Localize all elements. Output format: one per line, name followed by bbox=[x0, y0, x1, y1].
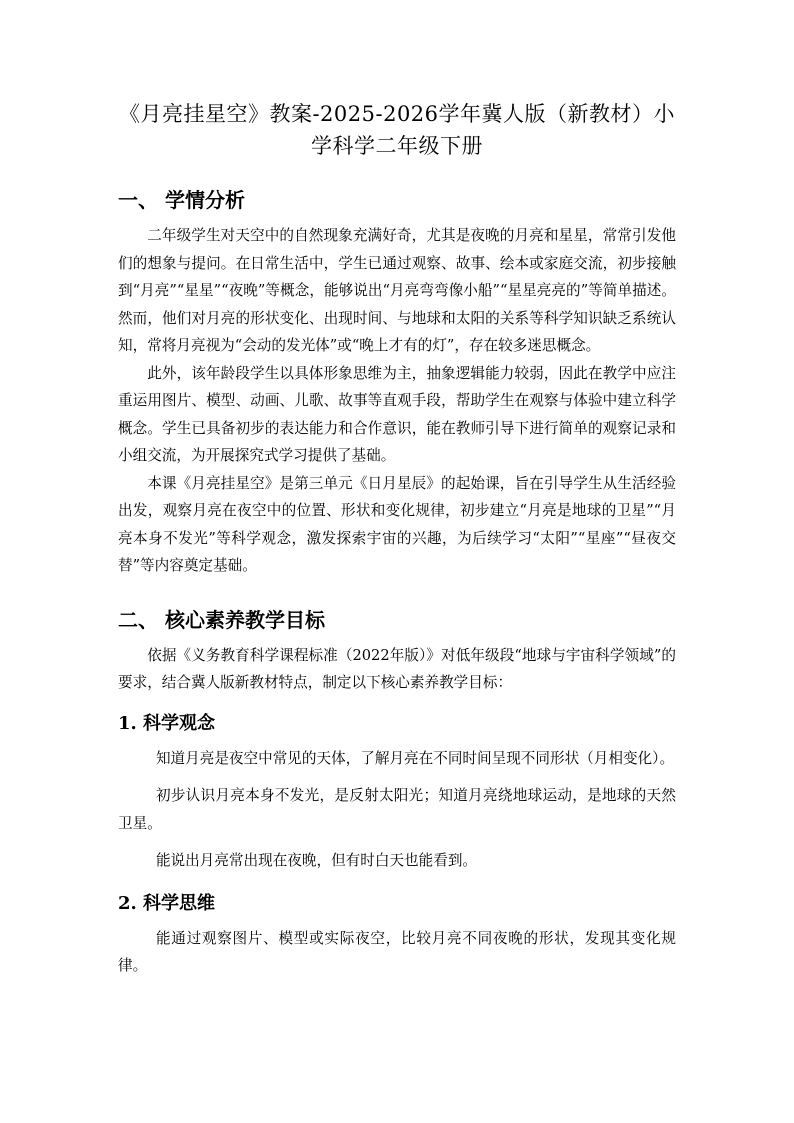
paragraph: 本课《月亮挂星空》是第三单元《日月星辰》的起始课，旨在引导学生从生活经验出发，观察月亮在夜空中的位置、形状和变化规律，初步建立“月亮是地球的卫星”“月亮本身不发光”等科学观念，激发探索宇宙的兴趣，为后续学习“太阳”“星座”“昼夜交替”等内容奠定基础。 bbox=[118, 474, 676, 574]
document-title: 《月亮挂星空》教案-2025-2026学年冀人版（新教材）小学科学二年级下册 bbox=[118, 102, 676, 158]
section-heading-learner-analysis: 一、 学情分析 bbox=[118, 188, 245, 212]
subsection-heading-science-thinking: 2. 科学思维 bbox=[118, 892, 216, 914]
paragraph: 知道月亮是夜空中常见的天体，了解月亮在不同时间呈现不同形状（月相变化）。 bbox=[155, 749, 675, 767]
paragraph: 能说出月亮常出现在夜晚，但有时白天也能看到。 bbox=[155, 852, 478, 869]
paragraph: 初步认识月亮本身不发光，是反射太阳光；知道月亮绕地球运动，是地球的天然卫星。 bbox=[118, 787, 676, 832]
subsection-heading-science-concepts: 1. 科学观念 bbox=[118, 712, 216, 734]
paragraph: 依据《义务教育科学课程标准（2022年版）》对低年级段“地球与宇宙科学领域”的要求，结合冀人版新教材特点，制定以下核心素养教学目标： bbox=[118, 646, 676, 691]
paragraph: 能通过观察图片、模型或实际夜空，比较月亮不同夜晚的形状，发现其变化规律。 bbox=[118, 929, 676, 974]
paragraph: 此外，该年龄段学生以具体形象思维为主，抽象逻辑能力较弱，因此在教学中应注重运用图片、模型、动画、儿歌、故事等直观手段，帮助学生在观察与体验中建立科学概念。学生已具备初步的表达能力和合作意识，能在教师引导下进行简单的观察记录和小组交流，为开展探究式学习提供了基础。 bbox=[118, 364, 676, 464]
document-page bbox=[118, 98, 676, 980]
section-heading-core-objectives: 二、 核心素养教学目标 bbox=[118, 607, 325, 632]
paragraph: 二年级学生对天空中的自然现象充满好奇，尤其是夜晚的月亮和星星，常常引发他们的想象与提问。在日常生活中，学生已通过观察、故事、绘本或家庭交流，初步接触到“月亮”“星星”“夜晚”等概念，能够说出“月亮弯弯像小船”“星星亮亮的”等简单描述。然而，他们对月亮的形状变化、出现时间、与地球和太阳的关系等科学知识缺乏系统认知，常将月亮视为“会动的发光体”或“晚上才有的灯”，存在较多迷思概念。 bbox=[118, 227, 676, 354]
